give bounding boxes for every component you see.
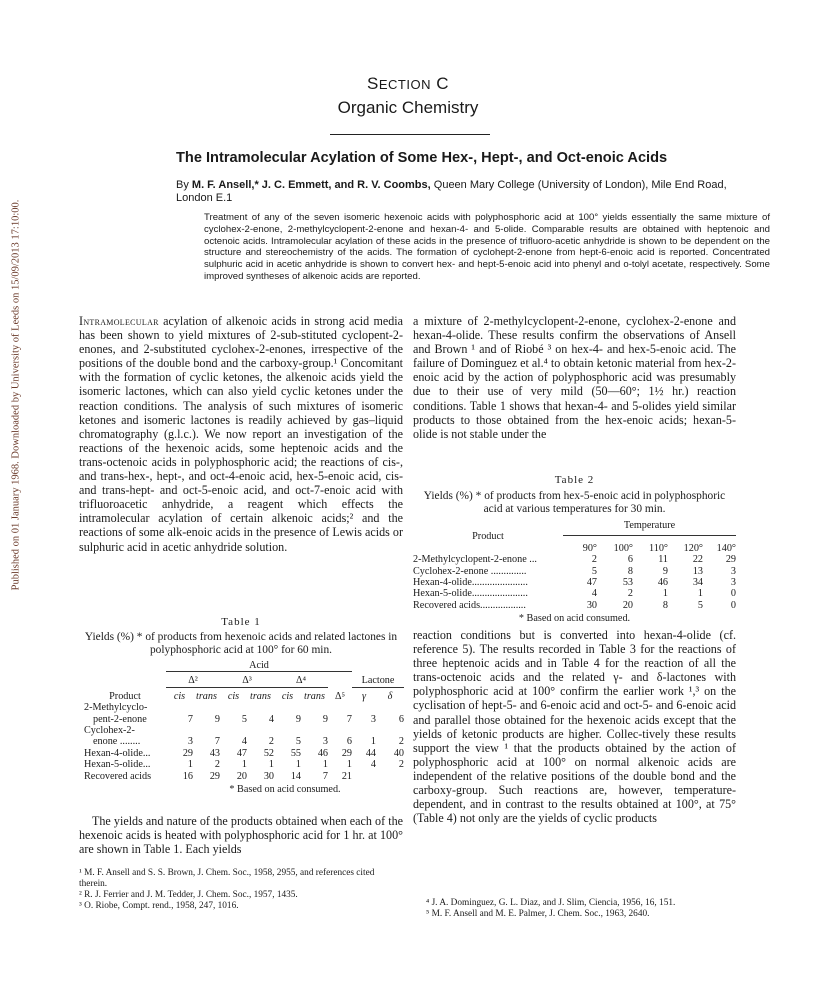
right-column-text (413, 314, 736, 441)
download-watermark-text: Published on 01 January 1968. Downloaded by University of Leeds on 15/09/2013 17:10:00. (10, 199, 22, 591)
footnote-3: ³ O. Riobe, Compt. rend., 1958, 247, 1016. (79, 901, 239, 911)
right-column-lower-text (413, 628, 736, 825)
table-row: 2-Methylcyclopent-2-enone ... 2 6 11 22 29 (413, 554, 736, 566)
left-column-text (79, 314, 403, 554)
affiliation: Queen Mary College (University of London), Mile End Road, London E.1 (176, 179, 727, 204)
table-row: 2-Methylcyclo- (84, 702, 148, 714)
footnote-2: ² R. J. Ferrier and J. M. Tedder, J. Chem. Soc., 1957, 1435. (79, 890, 298, 900)
table-row: Cyclohex-2-enone .............. 5 8 9 13 3 (413, 565, 736, 577)
footnote-1: ¹ M. F. Ansell and S. S. Brown, J. Chem. Soc., 1958, 2955, and references cited therein. (79, 868, 375, 889)
left-column-lower-text (79, 814, 403, 856)
table-row: Recovered acids 16 29 20 30 14 7 21 (84, 770, 352, 782)
table2: Temperature Product 90° 100° 110° 120° 140° 2-Methylcyclopent-2-enone ... 2 6 11 22 29 Cyclohex-2-enone .............. 5 8 9 13 3 Hexan-4-olide...................... 47 53 46 34 3 Hexan-5-olide...................... 4 2 1 1 0 Recovered acids.................. 30 20 8 5 0 * Based on acid consumed. (413, 520, 736, 625)
table-row: Recovered acids.................. 30 20 8 5 0 (413, 599, 736, 611)
table-row: Hexan-4-olide... 29 43 47 52 55 46 29 44 40 (84, 747, 404, 759)
footnote-5: ⁵ M. F. Ansell and M. E. Palmer, J. Chem. Soc., 1963, 2640. (426, 909, 650, 919)
table1-footnote: * Based on acid consumed. (229, 784, 341, 796)
table1-caption: Table 1 (221, 616, 261, 628)
left-paragraph-2: The yields and nature of the products obtained when each of the hexenoic acids is heated with polyphosphoric acid for 1 hr. at 100° are shown in Table 1. Each yields (79, 814, 403, 857)
author-line: By M. F. Ansell,* J. C. Emmett, and R. V. Coombs, Queen Mary College (University of London), Mile End Road, London E.1 (176, 179, 727, 204)
footnotes-left (79, 868, 403, 912)
table2-temperature-header: Temperature (623, 520, 676, 531)
table-row: Hexan-4-olide...................... 47 53 46 34 3 (413, 577, 736, 589)
table1-product-header: Product (109, 690, 141, 702)
table2-footnote: * Based on acid consumed. (518, 613, 631, 625)
lead-word: Intramolecular (79, 314, 159, 328)
table1: Acid Δ² Δ³ Δ⁴ Lactone Product cis trans cis trans cis trans Δ⁵ γ δ 2-Methylcyclo- pent-2-enone 7 9 5 4 9 9 7 3 6 Cyclohex-2- enone ........ 3 7 4 2 5 3 6 1 2 Hexan-4-olide... 29 43 47 52 55 46 29 44 40 Hexan-5-olide... 1 2 1 1 1 1 1 4 2 Recovered acids 16 29 20 30 14 7 21 * Based on acid consumed. (84, 660, 404, 796)
table-row: Hexan-5-olide...................... 4 2 1 1 0 (413, 588, 736, 600)
title-divider (330, 134, 490, 135)
table2-caption: Table 2 (554, 474, 595, 486)
table-row: Hexan-5-olide... 1 2 1 1 1 1 1 4 2 (84, 759, 404, 771)
article-title: The Intramolecular Acylation of Some Hex-, Hept-, and Oct-enoic Acids (176, 150, 668, 166)
table1-acid-header: Acid (249, 660, 269, 671)
left-paragraph-1: acylation of alkenoic acids in strong acid media has been shown to yield mixtures of 2-sub-stituted cyclopent-2-enones, and 2-substituted cyclohex-2-enones, irrespective of the positions of the double bond and the carboxy-group.¹ Concomitant with the formation of cyclic ketones, the alkenoic acids yield the isomeric lactones, which can also yield cyclic ketones under the reaction conditions. The analysis of such mixtures of isomeric ketones and isomeric lactones is readily achieved by gas–liquid chromatography (g.l.c.). We now report an investigation of the reactions of the hexenoic acids, some heptenoic acids and the trans-octenoic acids in polyphosphoric acid; the reactions of cis-, and trans-hex-, hept-, and oct-4-enoic acid, hex-5-enoic acid, cis- and trans-hept- and oct-5-enoic acid, and oct-7-enoic acid with trifluoroacetic anhydride, a reagent which effects the intramolecular acylation of certain alkenoic acids;² and the reactions of some alk-enoic acids in the presence of Lewis acids or sulphuric acid in acetic anhydride solution. (79, 314, 403, 554)
abstract: Treatment of any of the seven isomeric hexenoic acids with polyphosphoric acid at 100° yields essentially the same mixture of cyclohex-2-enone, 2-methylcyclopent-2-enone and hexan-4- and 5-olide. Comparable results are obtained with heptenoic and octenoic acids. Intramolecular acylation of these acids in the presence of trifluoro-acetic anhydride is shown to be dependent on the structure and stereochemistry of the acids. The formation of cyclohept-2-enone from hept-6-enoic acid is reported. Concentrated sulphuric acid in acetic anhydride is shown to convert hex- and hept-5-enoic acid into phenyl and o-tolyl acetate, respectively. Some improved syntheses of alkenoic acids are reported. (204, 212, 770, 282)
footnotes-right (413, 898, 736, 920)
right-paragraph-1: a mixture of 2-methylcyclopent-2-enone, cyclohex-2-enone and hexan-4-olide. These results confirm the observations of Ansell and Brown ¹ and of Riobé ³ on hex-4- and hex-5-enoic acid. The failure of Dominguez et al.⁴ to obtain ketonic material from hex-2-enoic acid by the action of polyphosphoric acid was presumably due to their use of very mild (50—60°; 1½ hr.) reaction conditions. Table 1 shows that hexan-4- and 5-olides yield similar products to those obtained from the hex-enoic acids; hexan-5-olide is not stable under the (413, 314, 736, 441)
section-heading: SECTION C (367, 74, 449, 93)
footnote-4: ⁴ J. A. Dominguez, G. L. Diaz, and J. Slim, Ciencia, 1956, 16, 151. (426, 898, 676, 908)
right-paragraph-2: reaction conditions but is converted into hexan-4-olide (cf. reference 5). The results recorded in Table 3 for the reactions of three heptenoic acids and in Table 4 for the reaction of all the trans-octenoic acids and the related γ- and δ-lactones with polyphosphoric acid at 100° confirm the earlier work ¹,³ on the cyclisation of hept-5- and 6-enoic acid and oct-5- and 6-enoic acid and parallel those obtained for the hexenoic acids except that the yields of ketonic products are higher. Collec-tively these results support the view ¹ that the products obtained by the action of polyphosphoric acid at 100° on normal alkenoic acids are independent of the relative positions of the double bond and the carboxy-group. Such reactions are, however, temperature-dependent, and in contrast to the results obtained at 100°, at 75° (Table 4) not only are the yields of cyclic products (413, 628, 736, 826)
table1-description: Yields (%) * of products from hexenoic acids and related lactones in polyphosphoric acid at 100° for 60 min. (84, 631, 398, 656)
table2-description: Yields (%) * of products from hex-5-enoic acid in polyphosphoric acid at various temperatures for 30 min. (423, 490, 726, 515)
author-names: M. F. Ansell,* J. C. Emmett, and R. V. Coombs, (191, 179, 431, 191)
subject-heading: Organic Chemistry (337, 98, 479, 117)
table-row: Cyclohex-2- (84, 725, 135, 737)
download-watermark (8, 170, 24, 620)
table-row: pent-2-enone 7 9 5 4 9 9 7 3 6 (93, 713, 404, 725)
table2-product-header: Product (472, 531, 504, 543)
table-row: enone ........ 3 7 4 2 5 3 6 1 2 (93, 736, 404, 748)
